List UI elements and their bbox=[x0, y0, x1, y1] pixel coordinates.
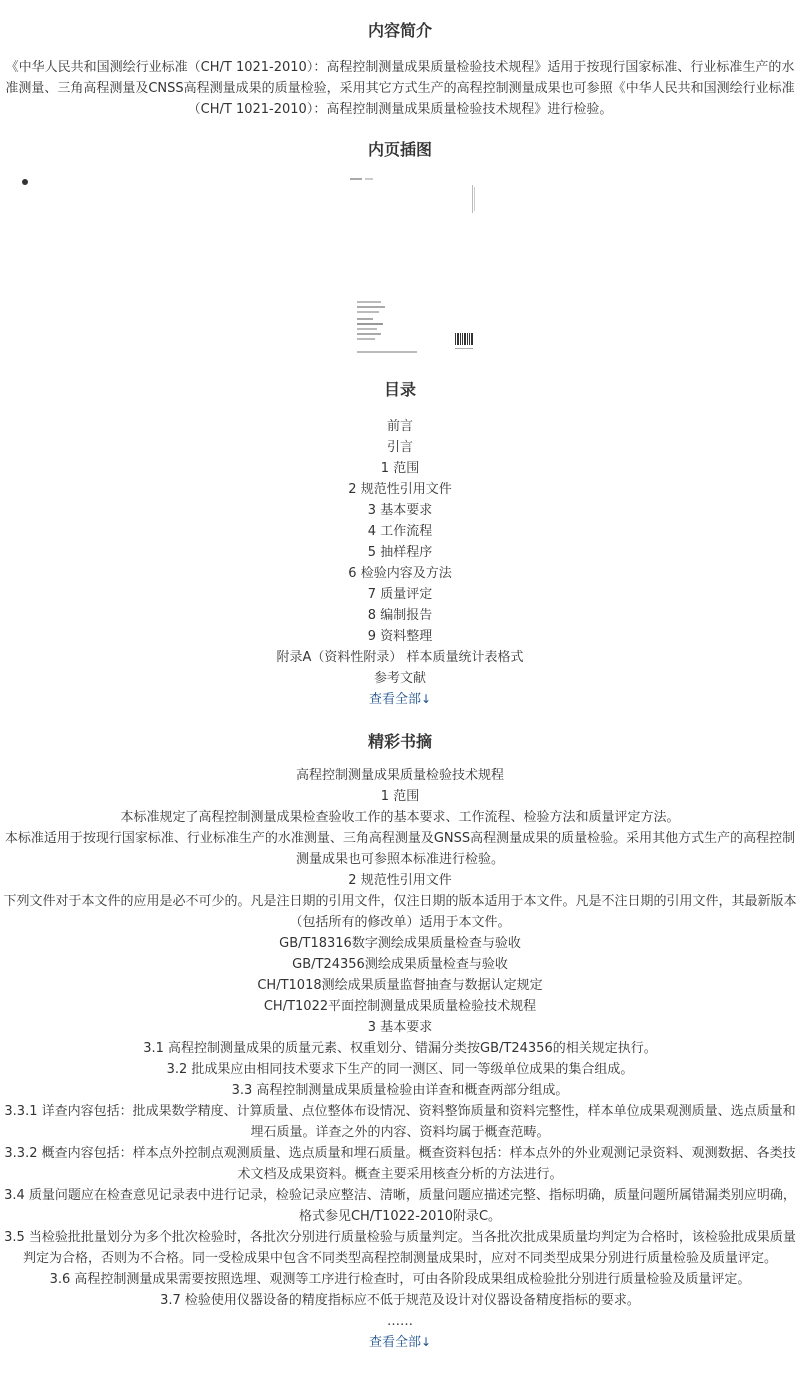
arrow-down-icon: ↓ bbox=[420, 692, 432, 706]
excerpt-paragraph: 1 范围 bbox=[380, 789, 420, 804]
intro-section-title bbox=[0, 18, 800, 41]
excerpt-paragraph: GB/T18316数字测绘成果质量检查与验收 bbox=[279, 936, 521, 951]
excerpt-paragraph: 3 基本要求 bbox=[367, 1020, 433, 1035]
view-all-label: 查看全部 bbox=[368, 1335, 421, 1350]
excerpt-title: 精彩书摘 bbox=[367, 732, 432, 751]
excerpt-paragraph: 3.3 高程控制测量成果质量检验由详查和概查两部分组成。 bbox=[231, 1083, 569, 1098]
view-all-label: 查看全部 bbox=[368, 692, 421, 707]
excerpt-paragraph: GB/T24356测绘成果质量检查与验收 bbox=[292, 957, 508, 972]
intro-title: 内容简介 bbox=[367, 21, 432, 40]
excerpt-paragraph: 高程控制测量成果质量检验技术规程 bbox=[295, 768, 504, 783]
intro-body bbox=[0, 57, 800, 120]
excerpt-paragraph: 3.3.2 概查内容包括：样本点外控制点观测质量、选点质量和埋石质量。概查资料包括：样本点外的外业观测记录资料、观测数据、各类技术文档及成果资料。概查主要采用核查分析的方法进行。 bbox=[4, 1146, 796, 1182]
excerpt-body bbox=[0, 765, 800, 1353]
excerpt-view-all-link[interactable] bbox=[0, 1332, 800, 1353]
excerpt-paragraph: 3.5 当检验批批量划分为多个批次检验时，各批次分别进行质量检验与质量判定。当各批次批成果质量均判定为合格时，该检验批成果质量判定为合格，否则为不合格。同一受检成果中包含不同类型高程控制测量成果时，应对不同类型成果分别进行质量检验及质量评定。 bbox=[4, 1230, 796, 1266]
excerpt-paragraph: 3.6 高程控制测量成果需要按照选埋、观测等工序进行检查时，可由各阶段成果组成检验批分别进行质量检验及质量评定。 bbox=[49, 1272, 751, 1287]
toc-item: 1 范围 bbox=[380, 461, 420, 476]
excerpt-section-title bbox=[0, 729, 800, 752]
toc-item: 3 基本要求 bbox=[367, 503, 433, 518]
toc-item: 9 资料整理 bbox=[367, 629, 433, 644]
intro-text: 《中华人民共和国测绘行业标准（CH/T 1021-2010）：高程控制测量成果质量检验技术规程》适用于按现行国家标准、行业标准生产的水准测量、三角高程测量及CNSS高程测量成果的质量检验，采用其它方式生产的高程控制测量成果也可参照《中华人民共和国测绘行业标准（CH/T 1021-2010）：高程控制测量成果质量检验技术规程》进行检验。 bbox=[5, 60, 795, 117]
toc-item: 参考文献 bbox=[373, 671, 426, 686]
toc-item: 6 检验内容及方法 bbox=[348, 566, 452, 581]
excerpt-paragraph: 3.4 质量问题应在检查意见记录表中进行记录，检验记录应整洁、清晰，质量问题应描述完整、指标明确，质量问题所属错漏类别应明确，格式参见CH/T1022-2010附录C。 bbox=[4, 1188, 796, 1224]
excerpt-paragraph: 3.2 批成果应由相同技术要求下生产的同一测区、同一等级单位成果的集合组成。 bbox=[166, 1062, 634, 1077]
toc-item: 8 编制报告 bbox=[367, 608, 433, 623]
toc-item: 前言 bbox=[386, 419, 413, 434]
list-bullet bbox=[22, 179, 28, 185]
excerpt-paragraph: 下列文件对于本文件的应用是必不可少的。凡是注日期的引用文件，仅注日期的版本适用于本文件。凡是不注日期的引用文件，其最新版本（包括所有的修改单）适用于本文件。 bbox=[3, 894, 797, 930]
toc-item: 附录A（资料性附录） 样本质量统计表格式 bbox=[276, 650, 524, 665]
excerpt-paragraph: 3.7 检验使用仪器设备的精度指标应不低于规范及设计对仪器设备精度指标的要求。 bbox=[160, 1293, 640, 1308]
excerpt-paragraph: 本标准规定了高程控制测量成果检查验收工作的基本要求、工作流程、检验方法和质量评定方法。 bbox=[120, 810, 680, 825]
excerpt-ellipsis: …… bbox=[387, 1314, 413, 1329]
illustration-section-title bbox=[0, 137, 800, 160]
toc-list bbox=[0, 416, 800, 710]
toc-title: 目录 bbox=[383, 380, 416, 399]
toc-item: 7 质量评定 bbox=[367, 587, 433, 602]
arrow-down-icon: ↓ bbox=[420, 1335, 432, 1349]
book-cover-image bbox=[347, 173, 477, 358]
excerpt-paragraph: CH/T1022平面控制测量成果质量检验技术规程 bbox=[263, 999, 537, 1014]
toc-item: 4 工作流程 bbox=[367, 524, 433, 539]
excerpt-paragraph: 2 规范性引用文件 bbox=[348, 873, 452, 888]
excerpt-paragraph: 本标准适用于按现行国家标准、行业标准生产的水准测量、三角高程测量及GNSS高程测量成果的质量检验。采用其他方式生产的高程控制测量成果也可参照本标准进行检验。 bbox=[4, 831, 796, 867]
excerpt-paragraph: 3.1 高程控制测量成果的质量元素、权重划分、错漏分类按GB/T24356的相关规定执行。 bbox=[143, 1041, 657, 1056]
excerpt-paragraph: CH/T1018测绘成果质量监督抽查与数据认定规定 bbox=[257, 978, 543, 993]
toc-section-title bbox=[0, 377, 800, 400]
toc-view-all-link[interactable] bbox=[0, 689, 800, 710]
toc-item: 2 规范性引用文件 bbox=[348, 482, 452, 497]
toc-item: 5 抽样程序 bbox=[367, 545, 433, 560]
book-cover-thumbnail bbox=[347, 173, 477, 358]
excerpt-paragraph: 3.3.1 详查内容包括：批成果数学精度、计算质量、点位整体布设情况、资料整饰质量和资料完整性，样本单位成果观测质量、选点质量和埋石质量。详查之外的内容、资料均属于概查范畴。 bbox=[4, 1104, 796, 1140]
toc-item: 引言 bbox=[386, 440, 413, 455]
illustration-title: 内页插图 bbox=[367, 140, 432, 159]
